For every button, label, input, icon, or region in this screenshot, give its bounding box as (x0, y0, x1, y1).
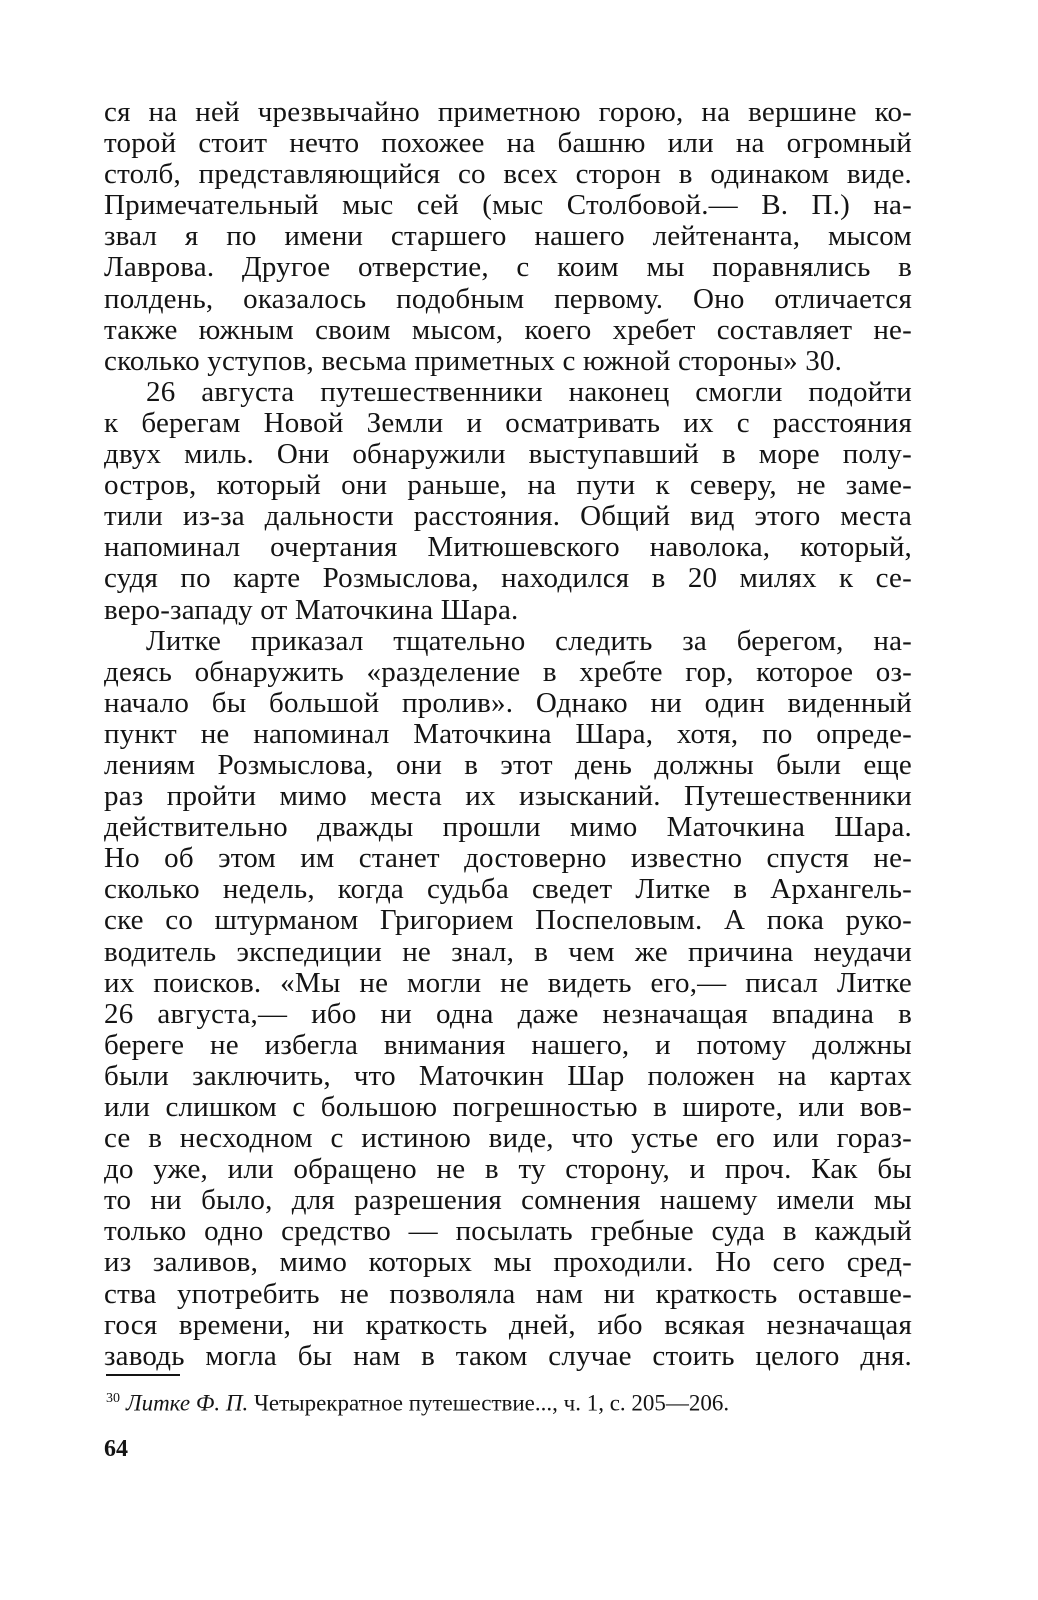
text-line: 26 августа,— ибо ни одна даже незначащая впадина в (104, 997, 912, 1030)
text-line: Примечательный мыс сей (мыс Столбовой.— В. П.) на- (104, 189, 912, 222)
text-line: ства употребить не позволяла нам ни краткость оставше- (104, 1277, 912, 1310)
text-line: столб, представляющийся со всех сторон в одинаком виде. (104, 158, 912, 191)
text-line: Но об этом им станет достоверно известно спустя не- (104, 842, 912, 875)
text-line: сколько уступов, весьма приметных с южной стороны» 30. (104, 344, 843, 377)
text-line: заводь могла бы нам в таком случае стоить целого дня. (104, 1339, 912, 1372)
text-line: их поисков. «Мы не могли не видеть его,— писал Литке (104, 966, 912, 999)
text-line: торой стоит нечто похожее на башню или на огромный (104, 127, 912, 160)
text-line: остров, который они раньше, на пути к северу, не заме- (104, 469, 912, 502)
text-line: или слишком с большою погрешностью в широте, или вов- (104, 1091, 912, 1123)
text-line: действительно дважды прошли мимо Маточкина Шара. (104, 811, 912, 844)
text-line: Литке приказал тщательно следить за берегом, на- (146, 624, 912, 657)
text-line: были заключить, что Маточкин Шар положен на картах (104, 1059, 912, 1092)
footnote-text: Четырекратное путешествие..., ч. 1, с. 205—206. (253, 1390, 730, 1416)
text-line: се в несходном с истиною виде, что устье его или горaз- (104, 1122, 912, 1155)
text-line: ске со штурманом Григорием Поспеловым. А пока руко- (104, 904, 912, 937)
text-line: начало бы большой пролив». Однако ни один виденный (104, 686, 912, 719)
text-line: раз пройти мимо места их изысканий. Путешественники (104, 780, 912, 813)
text-line: звал я по имени старшего нашего лейтенанта, мысом (104, 220, 912, 253)
text-line: двух миль. Они обнаружили выступавший в море полу- (104, 438, 912, 471)
text-line: к берегам Новой Земли и осматривать их с расстояния (104, 406, 912, 439)
footnote-number: 30 (106, 1391, 120, 1406)
footnote-author: Литке Ф. П. (126, 1390, 249, 1416)
text-line: Лаврова. Другое отверстие, с коим мы поравнялись в (104, 251, 912, 284)
text-line: тили из-за дальности расстояния. Общий вид этого места (104, 500, 912, 533)
text-line: до уже, или обращено не в ту сторону, и проч. Как бы (104, 1153, 912, 1186)
text-line: 26 августа путешественники наконец смогли подойти (146, 375, 912, 408)
text-line: также южным своим мысом, коего хребет составляет не- (104, 313, 912, 346)
text-line: береге не избегла внимания нашего, и потому должны (104, 1028, 912, 1061)
text-line: деясь обнаружить «разделение в хребте гор, которое оз- (104, 655, 912, 688)
text-line: пункт не напоминал Маточкина Шара, хотя, по опреде- (104, 717, 912, 750)
text-line: веро-западу от Маточкина Шара. (104, 593, 519, 626)
text-line: только одно средство — посылать гребные суда в каждый (104, 1215, 912, 1248)
text-line: водитель экспедиции не знал, в чем же причина неудачи (104, 935, 912, 968)
text-line: судя по карте Розмыслова, находился в 20 милях к се- (104, 562, 912, 595)
footnote-divider (106, 1374, 180, 1376)
text-line: лениям Розмыслова, они в этот день должны были еще (104, 748, 912, 781)
text-line: из заливов, мимо которых мы проходили. Но сего сред- (104, 1246, 912, 1279)
text-line: полдень, оказалось подобным первому. Оно отличается (104, 282, 912, 315)
text-line: то ни было, для разрешения сомнения нашему имели мы (104, 1184, 912, 1217)
text-line: ся на ней чрезвычайно приметною горою, на вершине ко- (104, 96, 912, 128)
text-line: напоминал очертания Митюшевского наволока, который, (104, 531, 912, 564)
text-line: сколько недель, когда судьба сведет Литке в Архангель- (104, 873, 912, 906)
page-number: 64 (104, 1436, 128, 1462)
body-text (104, 97, 912, 1372)
footnote (106, 1384, 912, 1419)
text-line: гося времени, ни краткость дней, ибо всякая незначащая (104, 1308, 912, 1341)
